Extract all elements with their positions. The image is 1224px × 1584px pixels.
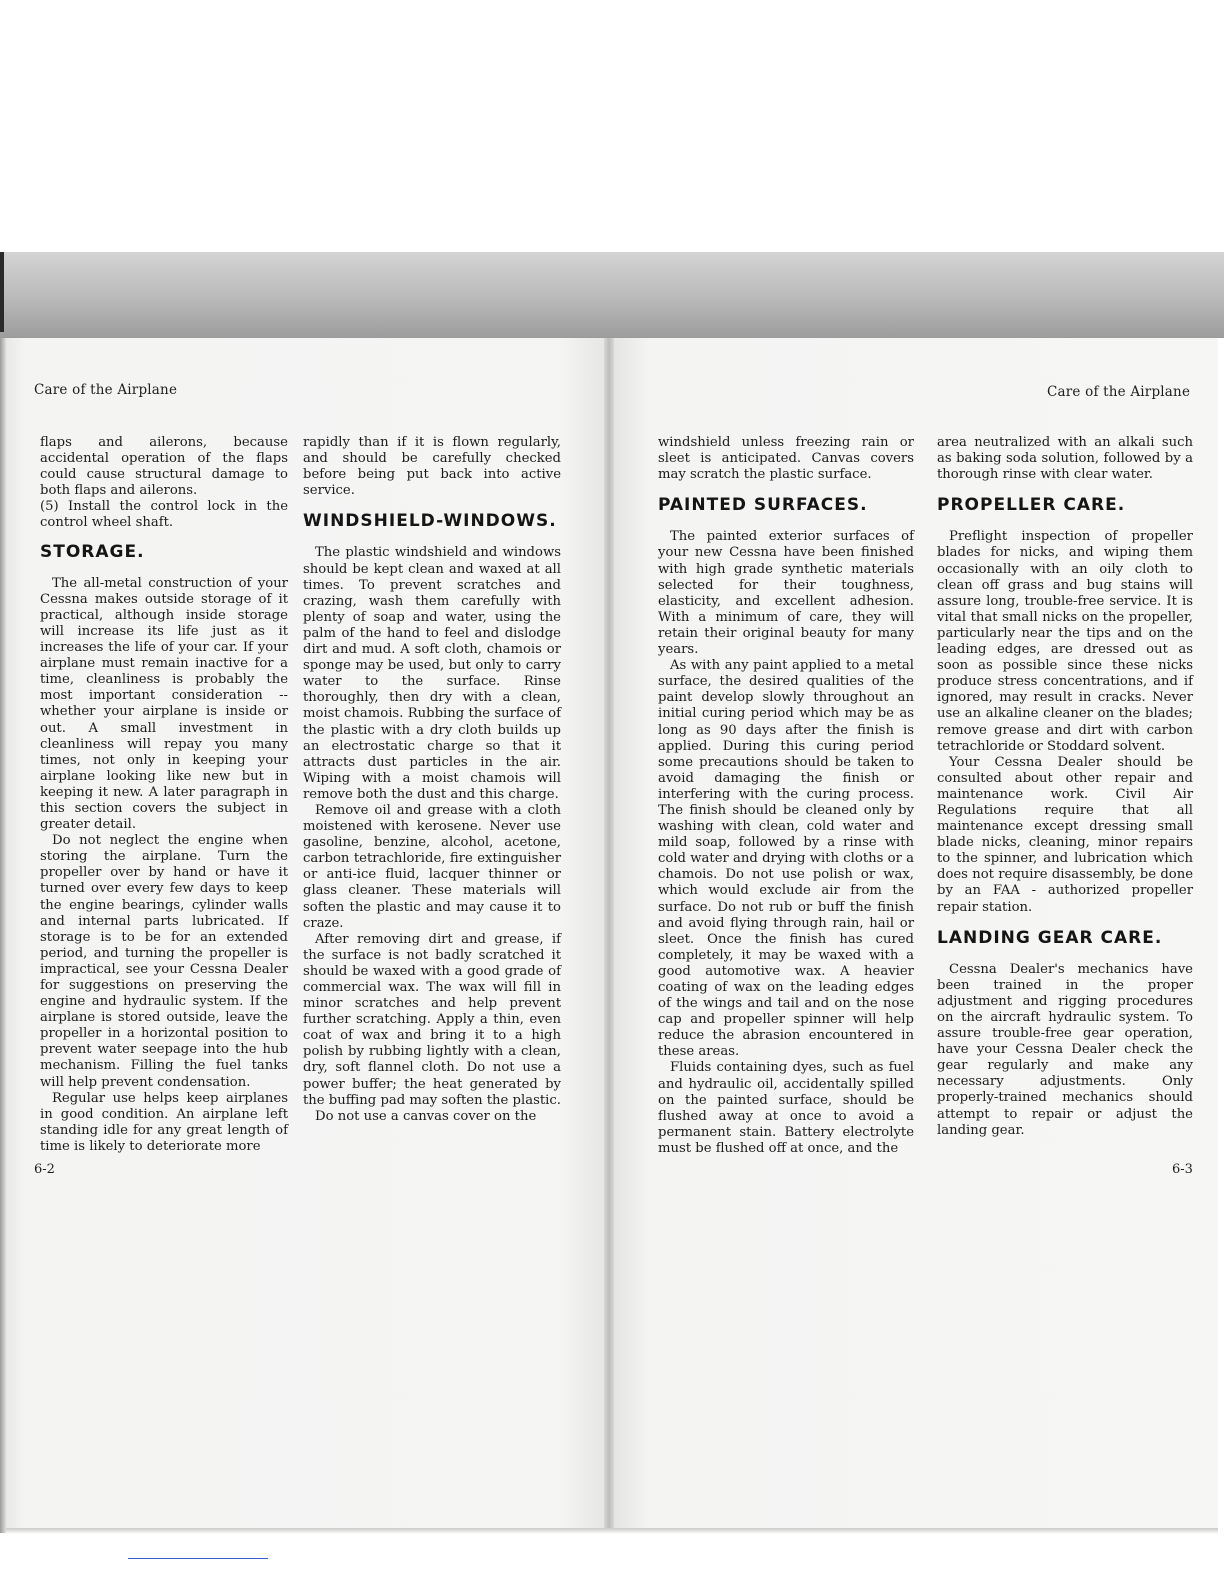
section-heading-landing-gear-care: LANDING GEAR CARE.: [937, 927, 1163, 948]
paragraph: Regular use helps keep airplanes in good condition. An airplane left standing idle for any great length of time is likely to deteriorate more: [40, 1090, 288, 1154]
section-heading-windshield-windows: WINDSHIELD-WINDOWS.: [303, 511, 557, 532]
paragraph: windshield unless freezing rain or sleet is anticipated. Canvas covers may scratch the plastic surface.: [658, 435, 914, 483]
paragraph: Preflight inspection of propeller blades for nicks, and wiping them occasionally with an oily cloth to clean off grass and bug stains will assure long, trouble-free service. It is vital that small nicks on the propeller, particularly near the tips and on the leading edges, are dressed out as soon as possible since these nicks produce stress concentrations, and if ignored, may result in cracks. Never use an alkaline cleaner on the blades; remove grease and dirt with carbon tetrachloride or Stoddard solvent.: [937, 529, 1193, 754]
paragraph: Your Cessna Dealer should be consulted about other repair and maintenance work. Civil Air Regulations require that all maintenance except dressing small blade nicks, cleaning, minor repairs to the spinner, and lubrication which does not require disassembly, be done by an FAA - authorized propeller repair station.: [937, 754, 1193, 915]
paragraph: Do not neglect the engine when storing the airplane. Turn the propeller over by hand or have it turned over every few days to keep the engine bearings, cylinder walls and internal parts lubricated. If storage is to be for an extended period, and turning the propeller is impractical, see your Cessna Dealer for suggestions on preserving the engine and hydraulic system. If the airplane is stored outside, leave the propeller in a horizontal position to prevent water seepage into the hub mechanism. Filling the fuel tanks will help prevent condensation.: [40, 833, 288, 1090]
paragraph: (5) Install the control lock in the control wheel shaft.: [40, 499, 288, 531]
paragraph: Do not use a canvas cover on the: [315, 1108, 537, 1124]
page-number-right: 6-3: [1172, 1162, 1193, 1177]
paragraph: Remove oil and grease with a cloth moistened with kerosene. Never use gasoline, benzine, alcohol, acetone, carbon tetrachloride, fire extinguisher or anti-ice fluid, lacquer thinner or glass cleaner. These materials will soften the plastic and may cause it to craze.: [303, 802, 561, 931]
paragraph: After removing dirt and grease, if the surface is not badly scratched it should be waxed with a good grade of commercial wax. The wax will fill in minor scratches and help prevent further scratching. Apply a thin, even coat of wax and bring it to a high polish by rubbing lightly with a clean, dry, soft flannel cloth. Do not use a power buffer; the heat generated by the buffing pad may soften the plastic.: [303, 931, 561, 1108]
paragraph: The plastic windshield and windows should be kept clean and waxed at all times. To prevent scratches and crazing, wash them carefully with plenty of soap and water, using the palm of the hand to feel and dislodge dirt and mud. A soft cloth, chamois or sponge may be used, but only to carry water to the surface. Rinse thoroughly, then dry with a clean, moist chamois. Rubbing the surface of the plastic with a dry cloth builds up an electrostatic charge so that it attracts dust particles in the air. Wiping with a moist chamois will remove both the dust and this charge.: [303, 545, 561, 802]
paragraph: Cessna Dealer's mechanics have been trained in the proper adjustment and rigging procedures on the aircraft hydraulic system. To assure trouble-free gear operation, have your Cessna Dealer check the gear regularly and make any necessary adjustments. Only properly-trained mechanics should attempt to repair or adjust the landing gear.: [937, 961, 1193, 1138]
book-gutter: [604, 338, 614, 1533]
paragraph: rapidly than if it is flown regularly, and should be carefully checked before being put back into active service.: [303, 435, 561, 499]
right-page-column-2: [937, 435, 1193, 1139]
running-head-left: Care of the Airplane: [34, 382, 178, 398]
scanner-top-shadow: [0, 252, 1224, 338]
page-bottom-edge: [6, 1528, 1218, 1534]
left-page-column-1: [40, 435, 288, 1155]
underline-mark: [128, 1558, 268, 1559]
page-number-left: 6-2: [34, 1162, 55, 1177]
right-page-column-1: [658, 435, 914, 1157]
paragraph: The painted exterior surfaces of your new Cessna have been finished with high grade synthetic materials selected for their toughness, elasticity, and excellent adhesion. With a minimum of care, they will retain their original beauty for many years.: [658, 529, 914, 658]
paragraph: Fluids containing dyes, such as fuel and hydraulic oil, accidentally spilled on the painted surface, should be flushed away at once to avoid a permanent stain. Battery electrolyte must be flushed off at once, and the: [658, 1060, 914, 1156]
left-page-column-2: [303, 435, 561, 1125]
running-head-right: Care of the Airplane: [1047, 384, 1191, 400]
paragraph: area neutralized with an alkali such as baking soda solution, followed by a thorough rinse with clear water.: [937, 435, 1193, 483]
section-heading-painted-surfaces: PAINTED SURFACES.: [658, 495, 868, 516]
paragraph: As with any paint applied to a metal surface, the desired qualities of the paint develop slowly throughout an initial curing period which may be as long as 90 days after the finish is applied. During this curing period some precautions should be taken to avoid damaging the finish or interfering with the curing process. The finish should be cleaned only by washing with clean, cold water and mild soap, followed by a rinse with cold water and drying with cloths or a chamois. Do not use polish or wax, which would exclude air from the surface. Do not rub or buff the finish and avoid flying through rain, hail or sleet. Once the finish has cured completely, it may be waxed with a good automotive wax. A heavier coating of wax on the leading edges of the wings and tail and on the nose cap and propeller spinner will help reduce the abrasion encountered in these areas.: [658, 658, 914, 1060]
section-heading-propeller-care: PROPELLER CARE.: [937, 495, 1126, 516]
paragraph: The all-metal construction of your Cessna makes outside storage of it practical, although inside storage will increase its life just as it increases the life of your car. If your airplane must remain inactive for a time, cleanliness is probably the most important consideration -- whether your airplane is inside or out. A small investment in cleanliness will repay you many times, not only in keeping your airplane looking like new but in keeping it new. A later paragraph in this section covers the subject in greater detail.: [40, 575, 288, 833]
section-heading-storage: STORAGE.: [40, 541, 145, 562]
paragraph: flaps and ailerons, because accidental operation of the flaps could cause structural damage to both flaps and ailerons.: [40, 435, 288, 499]
scanner-edge: [0, 252, 4, 332]
